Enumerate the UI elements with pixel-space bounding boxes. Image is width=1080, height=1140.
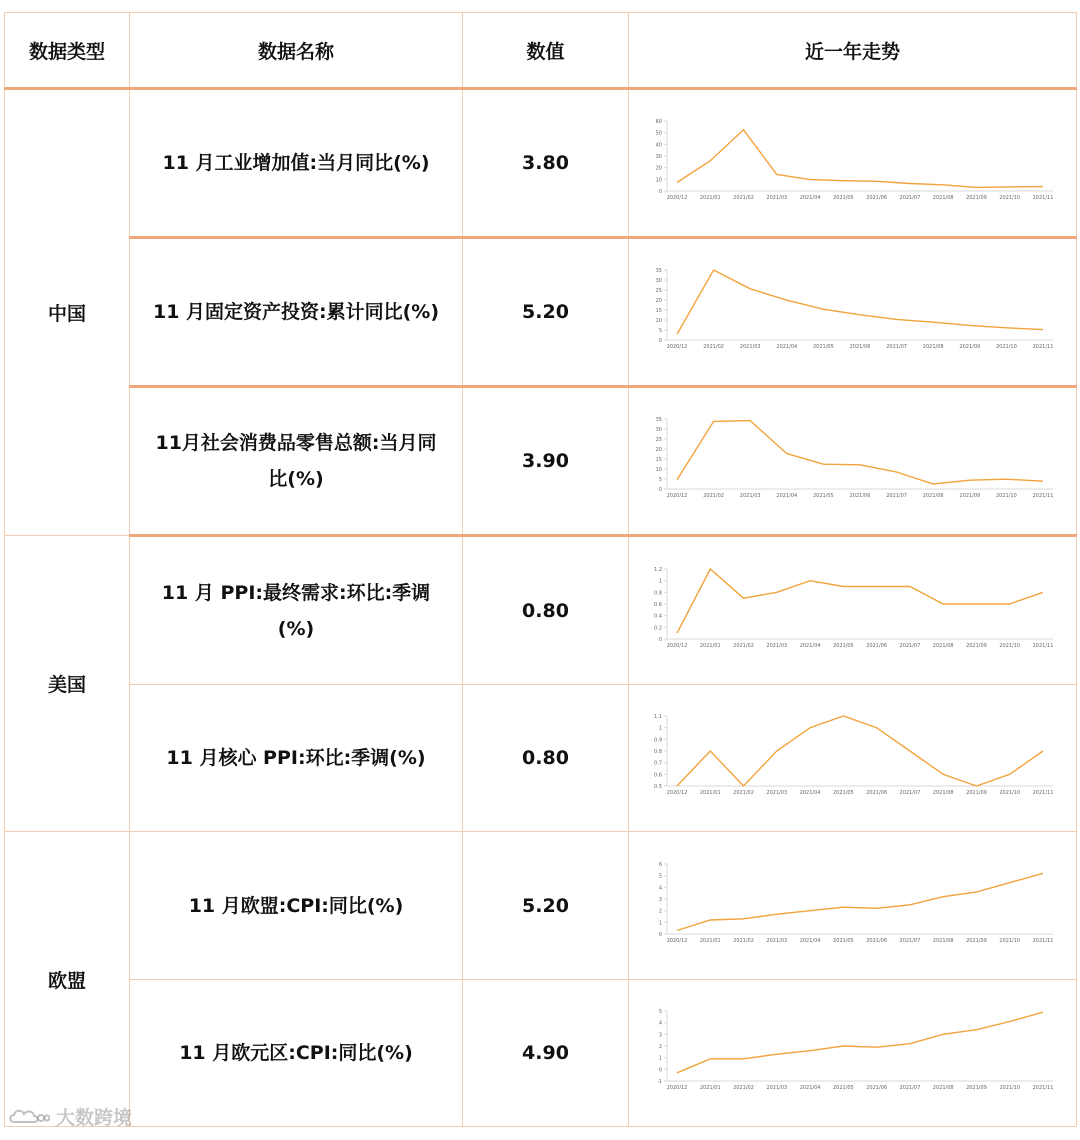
trend-chart [643, 113, 1063, 213]
indicator-value: 5.20 [463, 238, 629, 387]
x-tick-label: 2021/06 [865, 790, 887, 796]
x-tick-label: 2021/11 [1032, 493, 1053, 499]
x-tick-label: 2021/11 [1032, 1085, 1053, 1091]
y-tick-label: 2 [658, 1044, 662, 1050]
data-table [4, 12, 1077, 1127]
indicator-name: 11 月 PPI:最终需求:环比:季调(%) [130, 536, 463, 685]
x-tick-label: 2021/06 [865, 642, 887, 649]
x-tick-label: 2020/12 [666, 493, 687, 499]
x-tick-label: 2021/07 [899, 642, 920, 649]
cloud-logo-icon [8, 1106, 50, 1128]
x-tick-label: 2021/06 [865, 195, 887, 201]
y-tick-label: 35 [655, 417, 662, 423]
header-name: 数据名称 [130, 13, 463, 89]
y-tick-label: 2 [658, 908, 662, 915]
series-line [677, 130, 1043, 188]
x-tick-label: 2021/10 [998, 1085, 1020, 1091]
trend-chart [643, 561, 1063, 661]
y-tick-label: 0.9 [653, 737, 662, 744]
x-tick-label: 2021/08 [932, 1085, 954, 1091]
x-tick-label: 2021/09 [965, 1085, 987, 1091]
x-tick-label: 2021/01 [699, 642, 721, 649]
x-tick-label: 2021/07 [899, 195, 920, 201]
table-row [5, 536, 1077, 685]
y-tick-label: 60 [655, 119, 662, 125]
header-value: 数值 [463, 13, 629, 89]
x-tick-label: 2021/05 [832, 937, 854, 944]
series-line [677, 1012, 1043, 1073]
y-tick-label: 20 [655, 165, 662, 172]
y-tick-label: 25 [655, 288, 662, 294]
y-tick-label: -1 [656, 1079, 662, 1085]
x-tick-label: 2021/08 [922, 344, 944, 350]
x-tick-label: 2021/04 [799, 195, 820, 201]
y-tick-label: 0 [658, 1067, 662, 1074]
x-tick-label: 2021/05 [832, 642, 854, 649]
x-tick-label: 2021/08 [932, 937, 954, 944]
x-tick-label: 2021/07 [899, 1085, 920, 1091]
y-tick-label: 5 [658, 873, 662, 880]
x-tick-label: 2021/02 [732, 790, 754, 796]
y-tick-label: 1 [658, 1055, 662, 1062]
y-tick-label: 0.4 [653, 613, 662, 620]
x-tick-label: 2021/06 [865, 1085, 887, 1091]
y-tick-label: 20 [655, 447, 662, 453]
trend-chart [643, 856, 1063, 956]
x-tick-label: 2021/02 [732, 1085, 754, 1091]
x-tick-label: 2021/03 [765, 790, 787, 796]
x-tick-label: 2021/03 [765, 1085, 787, 1091]
y-tick-label: 0.2 [653, 624, 662, 631]
trend-chart-cell [629, 685, 1077, 832]
x-tick-label: 2021/07 [885, 493, 907, 499]
x-tick-label: 2021/11 [1032, 642, 1053, 649]
series-line [677, 270, 1043, 334]
x-tick-label: 2021/09 [958, 344, 980, 350]
y-tick-label: 25 [655, 437, 662, 443]
x-tick-label: 2020/12 [666, 1085, 687, 1091]
x-tick-label: 2021/04 [799, 937, 820, 944]
trend-chart [643, 262, 1063, 362]
x-tick-label: 2020/12 [666, 642, 687, 649]
trend-chart-cell [629, 536, 1077, 685]
x-tick-label: 2021/05 [832, 1085, 854, 1091]
table-row [5, 980, 1077, 1127]
y-tick-label: 0.5 [653, 784, 662, 790]
x-tick-label: 2021/08 [932, 790, 954, 796]
y-tick-label: 0.8 [653, 589, 662, 596]
x-tick-label: 2021/04 [775, 344, 797, 350]
x-tick-label: 2021/05 [812, 493, 834, 499]
x-tick-label: 2020/12 [666, 344, 687, 350]
y-tick-label: 0 [658, 636, 662, 643]
x-tick-label: 2021/03 [739, 344, 761, 350]
series-line [677, 569, 1043, 633]
x-tick-label: 2021/10 [998, 790, 1020, 796]
y-tick-label: 0.8 [653, 749, 662, 755]
x-tick-label: 2021/08 [932, 642, 954, 649]
x-tick-label: 2021/08 [932, 195, 954, 201]
y-tick-label: 30 [655, 427, 662, 433]
group-eu: 欧盟 [5, 832, 130, 1127]
y-tick-label: 3 [658, 1032, 662, 1039]
y-tick-label: 40 [655, 142, 662, 149]
trend-chart-cell [629, 980, 1077, 1127]
x-tick-label: 2021/05 [812, 344, 834, 350]
indicator-name: 11 月固定资产投资:累计同比(%) [130, 238, 463, 387]
x-tick-label: 2021/10 [998, 642, 1020, 649]
x-tick-label: 2020/12 [666, 937, 687, 944]
y-tick-label: 1 [658, 578, 662, 585]
trend-chart-cell [629, 238, 1077, 387]
x-tick-label: 2021/03 [765, 642, 787, 649]
y-tick-label: 5 [658, 477, 662, 483]
x-tick-label: 2021/07 [885, 344, 907, 350]
trend-chart [643, 411, 1063, 511]
x-tick-label: 2021/02 [702, 493, 724, 499]
x-tick-label: 2021/02 [732, 195, 754, 201]
indicator-name: 11 月核心 PPI:环比:季调(%) [130, 685, 463, 832]
group-usa: 美国 [5, 536, 130, 832]
trend-chart [643, 1003, 1063, 1103]
x-tick-label: 2021/08 [922, 493, 944, 499]
y-tick-label: 0.6 [653, 601, 662, 608]
y-tick-label: 35 [655, 268, 662, 274]
x-tick-label: 2021/04 [775, 493, 797, 499]
x-tick-label: 2021/01 [699, 937, 721, 944]
x-tick-label: 2021/09 [965, 790, 987, 796]
y-tick-label: 15 [655, 457, 662, 463]
x-tick-label: 2021/10 [995, 344, 1017, 350]
indicator-name: 11 月欧盟:CPI:同比(%) [130, 832, 463, 980]
x-tick-label: 2021/07 [899, 790, 920, 796]
y-tick-label: 1.1 [653, 714, 662, 720]
x-tick-label: 2021/05 [832, 195, 854, 201]
x-tick-label: 2020/12 [666, 195, 687, 201]
x-tick-label: 2021/09 [965, 642, 987, 649]
y-tick-label: 0 [658, 189, 662, 195]
table-row [5, 685, 1077, 832]
indicator-value: 3.90 [463, 387, 629, 536]
trend-chart-cell [629, 387, 1077, 536]
indicator-value: 4.90 [463, 980, 629, 1127]
y-tick-label: 5 [658, 1009, 662, 1015]
series-line [677, 716, 1043, 786]
x-tick-label: 2021/05 [832, 790, 854, 796]
y-tick-label: 10 [655, 177, 662, 184]
y-tick-label: 20 [655, 298, 662, 304]
trend-chart [643, 708, 1063, 808]
indicator-value: 0.80 [463, 685, 629, 832]
y-tick-label: 3 [658, 896, 662, 903]
x-tick-label: 2021/01 [699, 1085, 721, 1091]
x-tick-label: 2021/06 [865, 937, 887, 944]
y-tick-label: 30 [655, 154, 662, 160]
y-tick-label: 50 [655, 130, 662, 137]
x-tick-label: 2021/02 [732, 937, 754, 944]
y-tick-label: 10 [655, 467, 662, 473]
x-tick-label: 2021/09 [965, 937, 987, 944]
series-line [677, 873, 1043, 930]
y-tick-label: 0 [658, 931, 662, 938]
header-category: 数据类型 [5, 13, 130, 89]
x-tick-label: 2021/11 [1032, 195, 1053, 201]
x-tick-label: 2021/04 [799, 790, 820, 796]
x-tick-label: 2021/04 [799, 642, 820, 649]
x-tick-label: 2021/10 [998, 195, 1020, 201]
x-tick-label: 2021/01 [699, 790, 721, 796]
y-tick-label: 4 [658, 1020, 662, 1027]
x-tick-label: 2021/11 [1032, 344, 1053, 350]
x-tick-label: 2021/09 [965, 195, 987, 201]
x-tick-label: 2021/01 [699, 195, 721, 201]
y-tick-label: 0 [658, 487, 662, 493]
table-row [5, 832, 1077, 980]
watermark-text: 大数跨境 [56, 1107, 133, 1129]
y-tick-label: 5 [658, 328, 662, 334]
x-tick-label: 2021/10 [995, 493, 1017, 499]
y-tick-label: 0.7 [653, 760, 662, 767]
indicator-name: 11 月工业增加值:当月同比(%) [130, 89, 463, 238]
indicator-value: 0.80 [463, 536, 629, 685]
y-tick-label: 4 [658, 884, 662, 891]
x-tick-label: 2021/04 [799, 1085, 820, 1091]
x-tick-label: 2021/02 [732, 642, 754, 649]
trend-chart-cell [629, 89, 1077, 238]
table-row [5, 89, 1077, 238]
y-tick-label: 0.6 [653, 772, 662, 779]
x-tick-label: 2021/03 [765, 195, 787, 201]
table-row [5, 387, 1077, 536]
y-tick-label: 1 [658, 725, 662, 732]
x-tick-label: 2021/06 [849, 344, 870, 350]
y-tick-label: 1.2 [653, 566, 662, 573]
header-trend: 近一年走势 [629, 13, 1077, 89]
indicator-name: 11月社会消费品零售总额:当月同比(%) [130, 387, 463, 536]
x-tick-label: 2021/03 [739, 493, 761, 499]
y-tick-label: 30 [655, 278, 662, 284]
y-tick-label: 0 [658, 338, 662, 344]
x-tick-label: 2021/03 [765, 937, 787, 944]
y-tick-label: 1 [658, 919, 662, 926]
x-tick-label: 2021/10 [998, 937, 1020, 944]
indicator-value: 5.20 [463, 832, 629, 980]
indicator-value: 3.80 [463, 89, 629, 238]
y-tick-label: 10 [655, 318, 662, 324]
y-tick-label: 15 [655, 308, 662, 314]
group-china: 中国 [5, 89, 130, 536]
y-tick-label: 6 [658, 861, 662, 868]
watermark [8, 1103, 132, 1130]
header-row [5, 13, 1077, 89]
x-tick-label: 2021/09 [958, 493, 980, 499]
x-tick-label: 2021/02 [702, 344, 724, 350]
x-tick-label: 2021/06 [849, 493, 870, 499]
x-tick-label: 2021/11 [1032, 937, 1053, 944]
x-tick-label: 2021/07 [899, 937, 920, 944]
x-tick-label: 2021/11 [1032, 790, 1053, 796]
indicator-name: 11 月欧元区:CPI:同比(%) [130, 980, 463, 1127]
series-line [677, 421, 1043, 484]
x-tick-label: 2020/12 [666, 790, 687, 796]
table-row [5, 238, 1077, 387]
trend-chart-cell [629, 832, 1077, 980]
